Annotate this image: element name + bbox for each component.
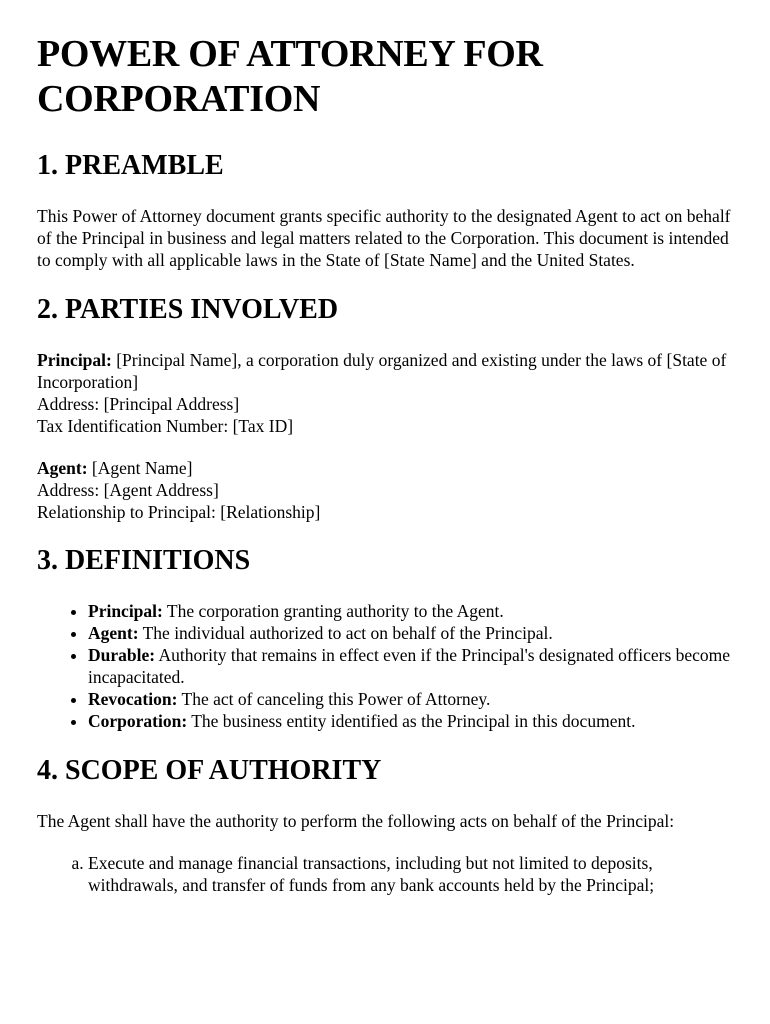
scope-intro: The Agent shall have the authority to perform the following acts on behalf of the Principal: [37,811,675,831]
section-heading-scope: 4. SCOPE OF AUTHORITY [37,755,382,786]
list-item [88,710,734,732]
agent-block [37,457,734,523]
principal-block [37,349,734,437]
definition-text: Authority that remains in effect even if the Principal's designated officers become incapacitated. [88,645,731,687]
list-item [88,622,734,644]
section-heading-definitions: 3. DEFINITIONS [37,545,251,576]
agent-address: Address: [Agent Address] [37,480,219,500]
list-item [88,688,734,710]
definition-term: Corporation: [88,711,188,731]
principal-label: Principal: [37,350,112,370]
section-heading-preamble: 1. PREAMBLE [37,150,224,181]
section-heading-parties: 2. PARTIES INVOLVED [37,294,339,325]
definitions-list [37,600,734,732]
list-item [88,600,734,622]
list-item: a. Execute and manage financial transactions, including but not limited to deposits, withdrawals, and transfer of funds from any bank accounts held by the Principal; [88,852,734,896]
definition-term: Durable: [88,645,156,665]
definition-term: Principal: [88,601,163,621]
definition-text: The business entity identified as the Principal in this document. [191,711,636,731]
definition-term: Agent: [88,623,139,643]
scope-list [37,852,734,896]
principal-text: [Principal Name], a corporation duly organized and existing under the laws of [State of Incorporation] [37,350,727,392]
agent-relationship: Relationship to Principal: [Relationship] [37,502,321,522]
definition-text: The individual authorized to act on behalf of the Principal. [142,623,553,643]
definition-term: Revocation: [88,689,178,709]
definition-text: The corporation granting authority to the Agent. [166,601,504,621]
definition-text: The act of canceling this Power of Attorney. [181,689,491,709]
principal-tax-id: Tax Identification Number: [Tax ID] [37,416,294,436]
agent-text: [Agent Name] [91,458,193,478]
list-item [88,644,734,688]
document-title: POWER OF ATTORNEY FOR CORPORATION [37,33,543,120]
principal-address: Address: [Principal Address] [37,394,240,414]
preamble-text: This Power of Attorney document grants specific authority to the designated Agent to act on behalf of the Principal in business and legal matters related to the Corporation. This document is intended to comply with all applicable laws in the State of [State Name] and the United States. [37,206,731,270]
agent-label: Agent: [37,458,88,478]
